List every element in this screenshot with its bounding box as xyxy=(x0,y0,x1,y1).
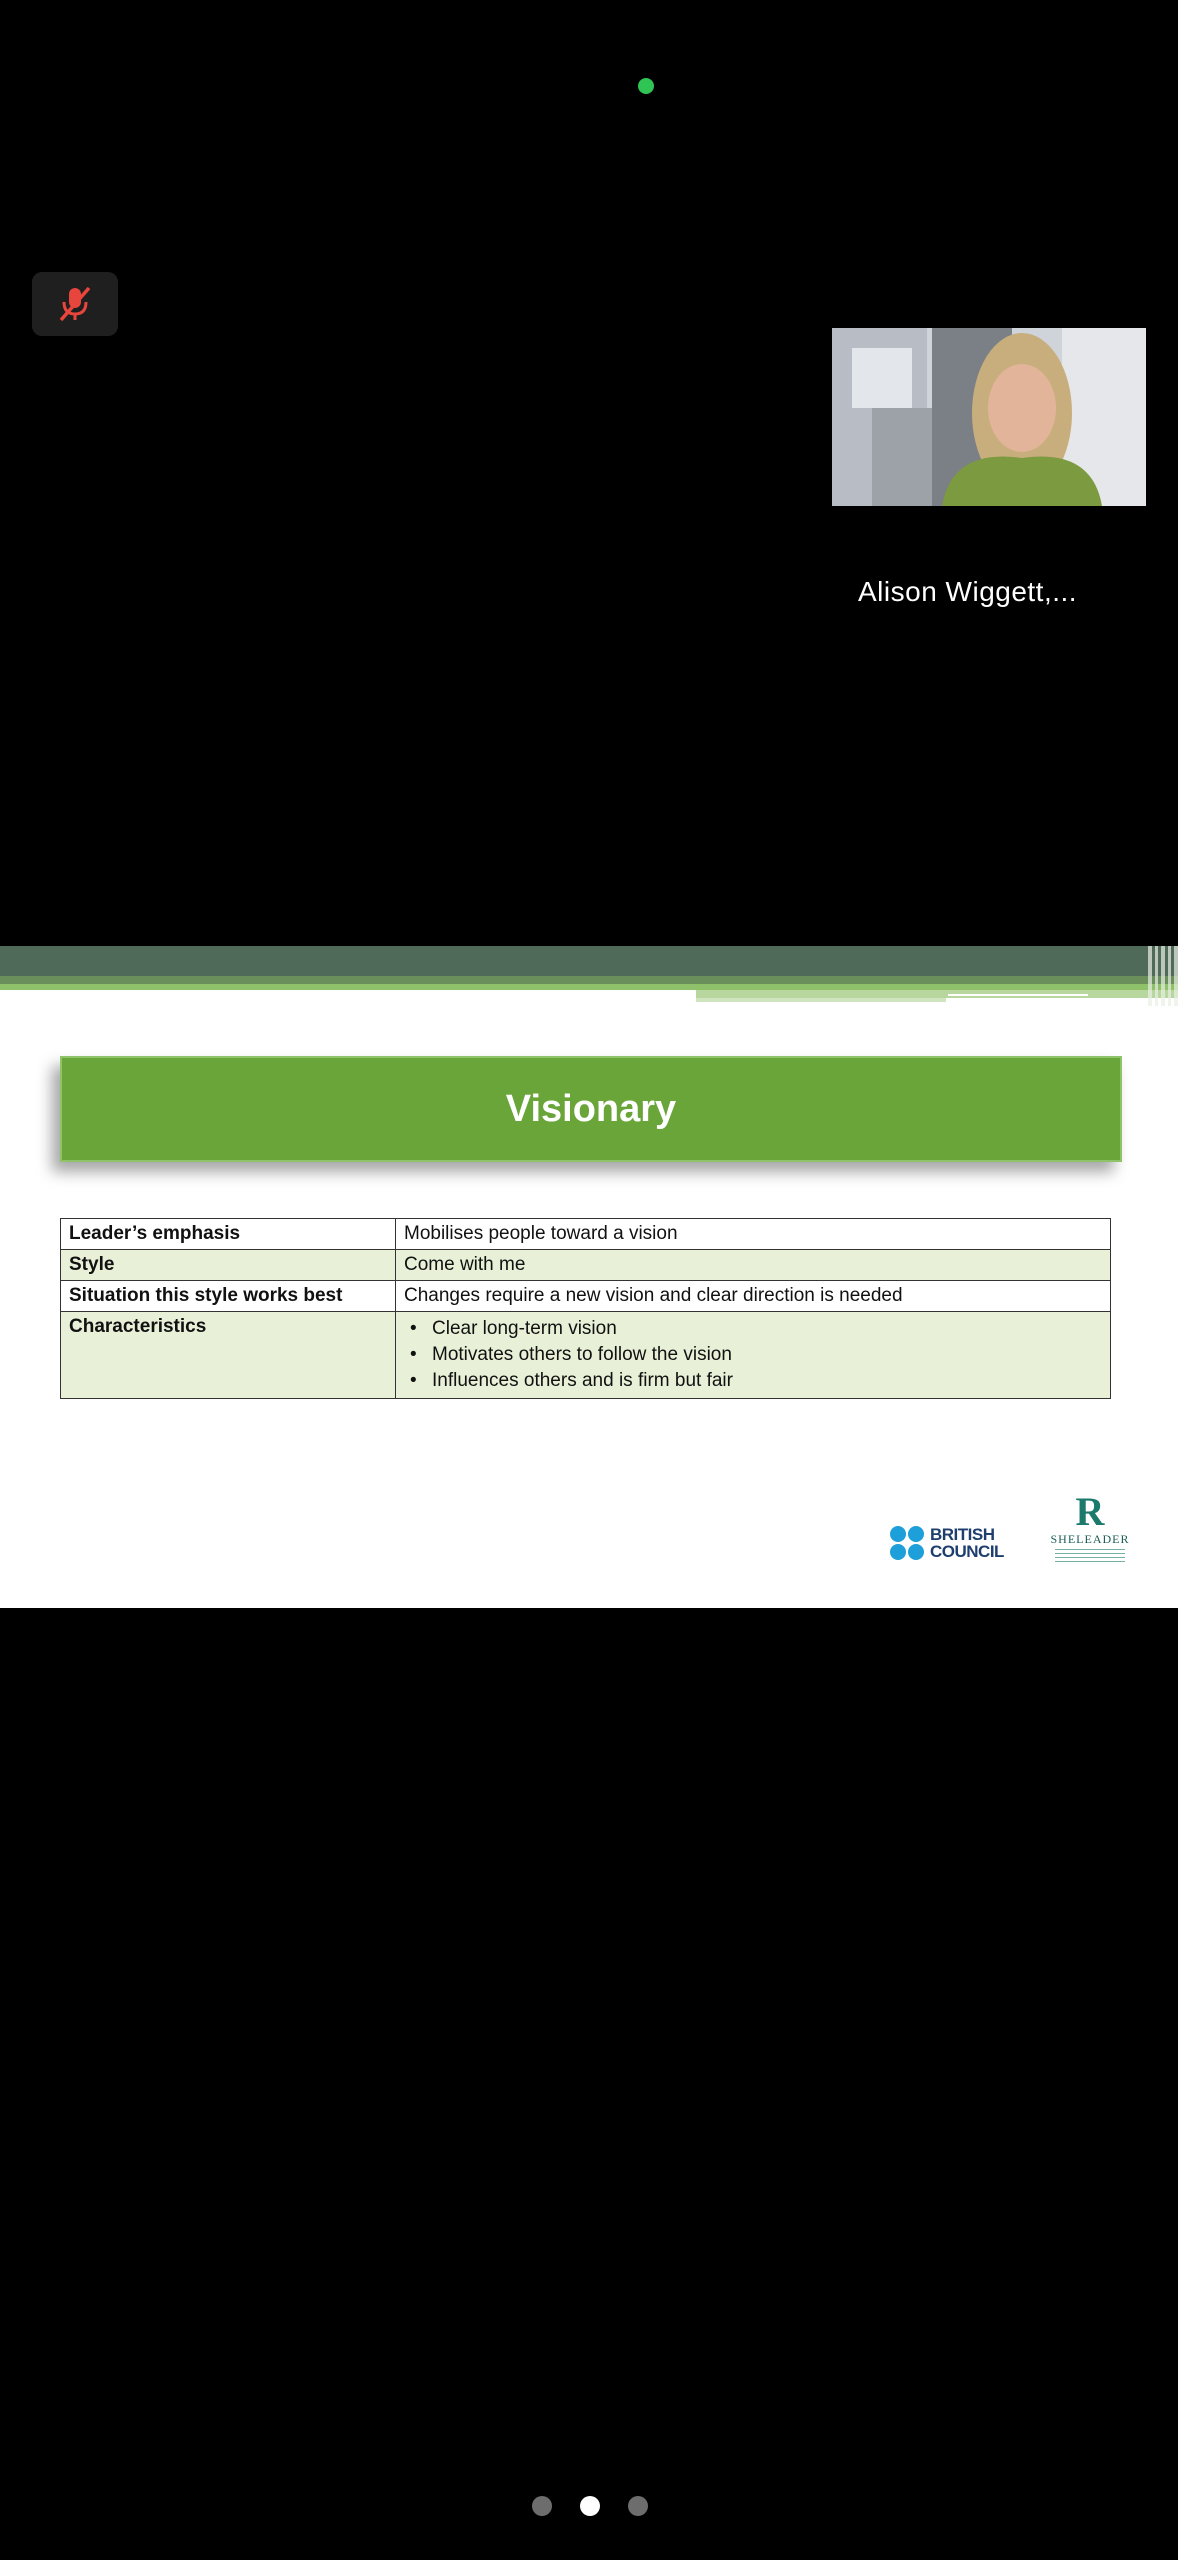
page-dot[interactable] xyxy=(628,2496,648,2516)
british-council-logo xyxy=(890,1526,1004,1560)
row-label: Style xyxy=(61,1250,396,1281)
row-value: Mobilises people toward a vision xyxy=(396,1219,1111,1250)
british-council-dots-icon xyxy=(890,1526,924,1560)
status-dot-icon xyxy=(638,78,654,94)
row-value: Come with me xyxy=(396,1250,1111,1281)
list-item: • Influences others and is firm but fair xyxy=(404,1368,1102,1394)
mic-muted-icon xyxy=(53,282,97,326)
participant-video-frame xyxy=(832,328,1146,506)
table-row xyxy=(61,1219,1111,1250)
row-label: Leader’s emphasis xyxy=(61,1219,396,1250)
shared-slide xyxy=(0,946,1178,1608)
row-label: Characteristics xyxy=(61,1312,396,1399)
participant-video[interactable] xyxy=(832,328,1146,506)
slide-header-bar xyxy=(0,946,1178,976)
logo-text: SHELEADER xyxy=(1050,1532,1130,1546)
row-value: Changes require a new vision and clear direction is needed xyxy=(396,1281,1111,1312)
page-dot[interactable] xyxy=(532,2496,552,2516)
list-item: • Motivates others to follow the vision xyxy=(404,1342,1102,1368)
row-label: Situation this style works best xyxy=(61,1281,396,1312)
table-row xyxy=(61,1281,1111,1312)
sheleader-emblem-icon: R xyxy=(1075,1489,1105,1534)
slide-stripe xyxy=(696,998,946,1002)
page-indicator[interactable] xyxy=(532,2496,648,2516)
slide-title: Visionary xyxy=(505,1087,677,1130)
slide-decoration xyxy=(1148,946,1178,1006)
list-item: • Clear long-term vision xyxy=(404,1316,1102,1342)
leadership-style-table xyxy=(60,1218,1111,1399)
table-row xyxy=(61,1250,1111,1281)
characteristics-list xyxy=(404,1316,1102,1394)
mute-indicator-button[interactable] xyxy=(32,272,118,336)
slide-stripe xyxy=(948,994,1088,996)
logo-text-line: COUNCIL xyxy=(930,1542,1004,1561)
page-dot-active[interactable] xyxy=(580,2496,600,2516)
participant-name-label: Alison Wiggett,... xyxy=(858,576,1078,607)
logo-subtext-decoration xyxy=(1055,1549,1125,1563)
table-row xyxy=(61,1312,1111,1399)
row-value xyxy=(396,1312,1111,1399)
sheleader-logo xyxy=(1038,1489,1142,1563)
slide-header-bar-secondary xyxy=(0,976,1178,984)
slide-title-box xyxy=(60,1056,1122,1162)
slide-stripe xyxy=(696,990,1178,998)
logo-text-line: BRITISH xyxy=(930,1525,995,1544)
